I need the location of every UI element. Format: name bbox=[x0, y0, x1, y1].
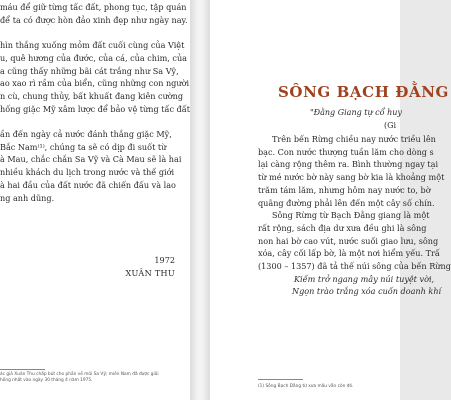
left-page bbox=[0, 0, 190, 400]
right-page bbox=[210, 0, 451, 400]
text-line: (1300 – 1357) đã tả thế núi sông của bến Rừng bbox=[258, 261, 451, 272]
footnote-line: ác giả Xuân Thu chấp bút cho phần về mũi Sa Vỹ; miền Nam đã được giải bbox=[0, 372, 159, 377]
text-line: rất rộng, sách địa dư xưa đều ghi là sông bbox=[258, 222, 427, 233]
text-line: hìn thắng xuống mỏm đất cuối cùng của Việt bbox=[0, 40, 185, 51]
epigraph: "Đằng Giang tự cổ huy bbox=[310, 108, 402, 117]
text-line: à hai đầu của đất nước đã chiến đấu và lao bbox=[0, 179, 176, 190]
text-line: máu để giữ từng tấc đất, phong tục, tập quán bbox=[0, 2, 187, 12]
left-body-text bbox=[0, 1, 190, 204]
verse-line: Kiếm trở ngang mây núi tuyệt vời, bbox=[294, 273, 435, 284]
footnote-line: (1) Sông Bạch Đằng từ xưa mấu vẫn còn đó. bbox=[258, 384, 354, 389]
text-line: Sông Rừng từ Bạch Đằng giang là một bbox=[272, 210, 430, 221]
text-line: xóa, cây cối lấp bờ, là một nơi hiểm yếu. Trấ bbox=[258, 248, 440, 259]
footnote-divider bbox=[0, 369, 45, 370]
text-line: a cũng thấy những bãi cát trắng như Sa Vỹ, bbox=[0, 65, 179, 76]
text-line: để ta có được hòn đảo xinh đẹp như ngày nay. bbox=[0, 14, 188, 25]
text-line: nhiều khách du lịch trong nước và thế giới bbox=[0, 167, 175, 178]
text-line: ng anh dũng. bbox=[0, 192, 55, 203]
text-line: trăm tám lăm, nhưng hôm nay nước to, bờ bbox=[258, 184, 431, 195]
text-line: quãng đường phải lên đến một cây số chín. bbox=[258, 197, 435, 208]
text-line: n cù, chung thủy, bất khuất đang kiên cường bbox=[0, 90, 184, 101]
right-footnote bbox=[258, 384, 353, 390]
text-line: non hai bờ cao vút, nước suối giao lưu, sông bbox=[258, 235, 439, 246]
text-line: Trên bến Rừng chiều nay nước triều lên bbox=[272, 134, 436, 144]
chapter-title: SÔNG BẠCH ĐẰNG bbox=[278, 83, 449, 101]
left-footnote bbox=[0, 372, 159, 384]
author-name: XUÂN THU bbox=[125, 268, 175, 278]
text-line: ao xao rì rầm của biển, cũng những con người bbox=[0, 78, 190, 89]
footnote-divider bbox=[258, 379, 303, 380]
text-line: hống giặc Mỹ xâm lược để bảo vệ từng tấc đất bbox=[0, 103, 190, 114]
text-line bbox=[0, 26, 190, 39]
text-line: lại càng rộng thêm ra. Bình thường ngay tại bbox=[258, 159, 439, 170]
text-line: u, quê hương của đước, của cá, của chim, của bbox=[0, 52, 187, 63]
right-body-text bbox=[258, 133, 451, 298]
text-line: à Mau, chắc chắn Sa Vỹ và Cà Mau sẽ là hai bbox=[0, 154, 182, 165]
text-line: bạc. Con nước thượng tuần lăm cho dòng s bbox=[258, 146, 434, 157]
text-line: Bắc Nam⁽¹⁾, chúng ta sẽ có dịp đi suốt từ bbox=[0, 141, 167, 152]
book-gutter bbox=[190, 0, 210, 400]
date-year: 1972 bbox=[154, 255, 175, 265]
text-line: từ mé nước bờ này sang bờ kia là khoảng một bbox=[258, 172, 445, 183]
epigraph-source: (Gi bbox=[384, 121, 397, 130]
text-line bbox=[0, 115, 190, 128]
text-line: ần đến ngày cả nước đánh thắng giặc Mỹ, bbox=[0, 129, 172, 140]
footnote-line: hống nhất vào ngày 30 tháng 4 năm 1975. bbox=[0, 378, 93, 384]
verse-line: Ngọn trào trắng xóa cuốn doanh khí bbox=[292, 286, 442, 297]
